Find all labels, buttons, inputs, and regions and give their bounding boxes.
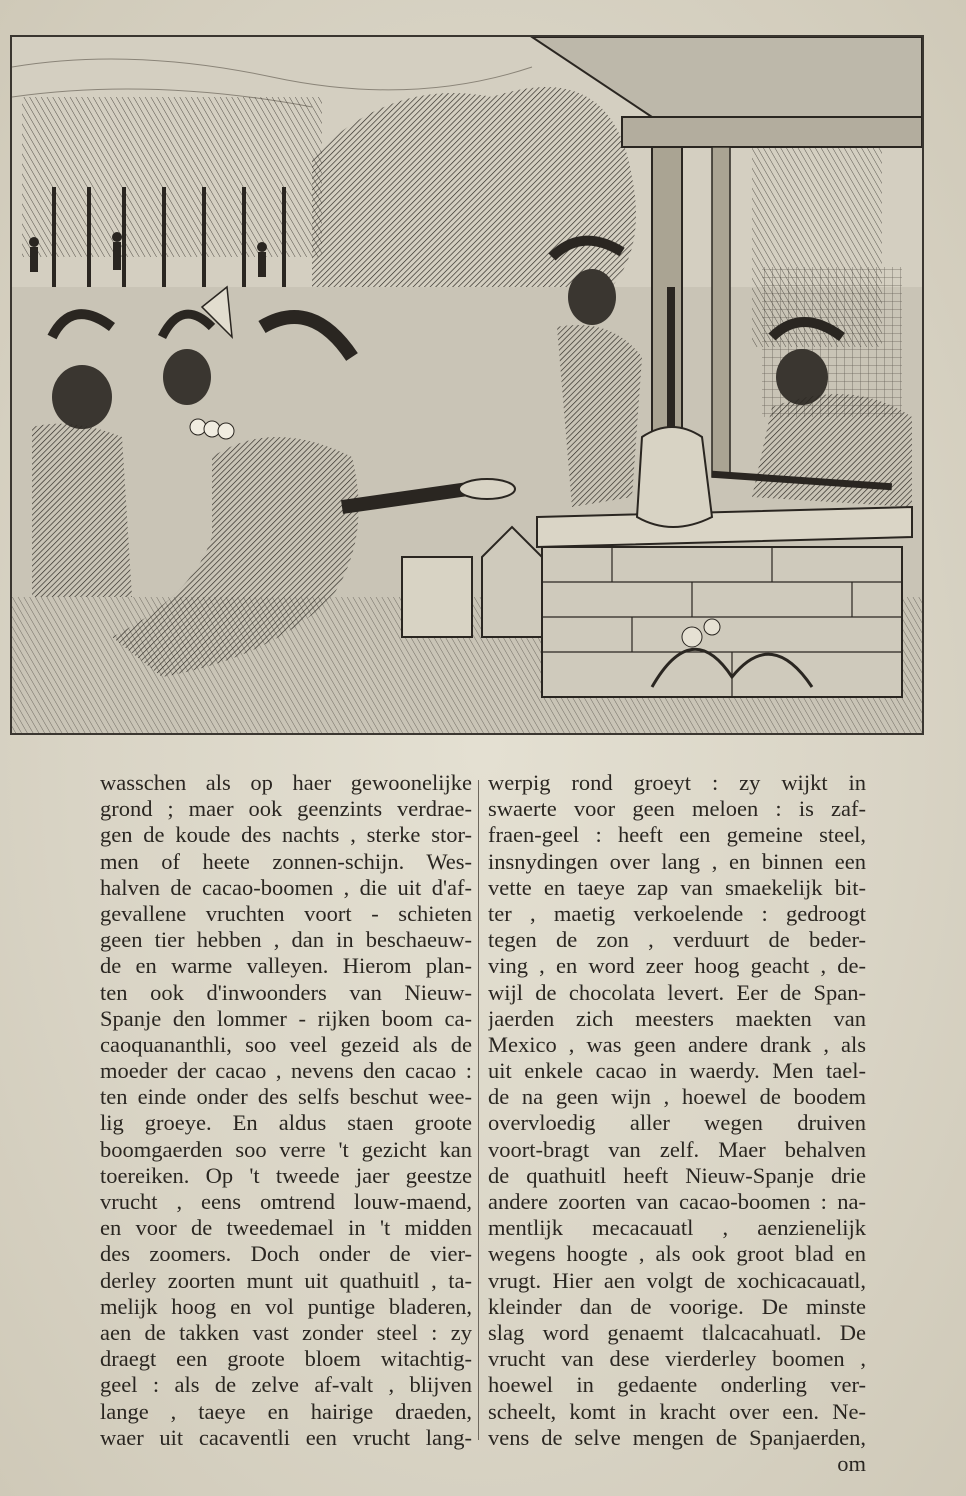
engraving-drawing (12, 37, 922, 733)
text-line: vette en taeye zap van smaekelijk bit- (488, 874, 866, 900)
text-line: Spanje den lommer - rijken boom ca- (100, 1005, 472, 1031)
text-line: tegen de zon , verduurt de beder- (488, 927, 866, 953)
text-line: andere zoorten van cacao-boomen : na- (488, 1189, 866, 1214)
text-line: jaerden zich meesters maekten van (488, 1005, 866, 1031)
text-line: grond ; maer ook geenzints verdrae- (100, 796, 472, 822)
text-line: ving , en word zeer hoog geacht , de- (488, 953, 866, 979)
text-line: aen de takken vast zonder steel : zy (100, 1319, 472, 1345)
text-line: men of heete zonnen-schijn. Wes- (100, 848, 472, 874)
text-line: slag word genaemt tlalcacahuatl. De (488, 1319, 866, 1345)
text-line: swaerte voor geen meloen : is zaf- (488, 796, 866, 822)
text-line: mentlijk mecacauatl , aenzienelijk (488, 1215, 866, 1241)
column-divider (478, 780, 479, 1440)
text-line: derley zoorten munt uit quathuitl , ta- (100, 1267, 472, 1293)
text-line: des zoomers. Doch onder de vier- (100, 1241, 472, 1267)
text-line: vrugt. Hier aen volgt de xochicacauatl, (488, 1267, 866, 1293)
text-line: vens de selve mengen de Spanjaerden, (488, 1424, 866, 1450)
text-line: uit enkele cacao in waerdy. Men tael- (488, 1058, 866, 1084)
text-line: insnydingen over lang , en binnen een (488, 848, 866, 874)
text-column-right (488, 770, 866, 1477)
text-line: geel : als de zelve af-valt , blijven (100, 1372, 472, 1398)
text-line: melijk hoog en vol puntige bladeren, (100, 1293, 472, 1319)
text-line: waer uit cacaventli een vrucht lang- (100, 1424, 472, 1450)
text-line: toereiken. Op 't tweede jaer geestze (100, 1162, 472, 1188)
text-line: gen de koude des nachts , sterke stor- (100, 822, 472, 848)
text-line: vrucht , eens omtrend louw-maend, (100, 1189, 472, 1214)
text-line: fraen-geel : heeft een gemeine steel, (488, 822, 866, 848)
text-line: draegt een groote bloem witachtig- (100, 1346, 472, 1372)
catchword: om (837, 1450, 866, 1476)
text-line: geen tier hebben , dan in beschaeuw- (100, 927, 472, 953)
text-line: kleinder dan de voorige. De minste (488, 1293, 866, 1319)
text-line: ten ook d'inwoonders van Nieuw- (100, 979, 472, 1005)
text-line: vrucht van dese vierderley boomen , (488, 1346, 866, 1372)
text-line: boomgaerden soo verre 't gezicht kan (100, 1136, 472, 1162)
text-line: de na geen wijn , hoewel de boodem (488, 1084, 866, 1110)
text-line: en voor de tweedemael in 't midden (100, 1215, 472, 1241)
text-line: caoquananthli, soo veel gezeid als de (100, 1031, 472, 1057)
text-line: halven de cacao-boomen , die uit d'af- (100, 874, 472, 900)
text-column-left (100, 770, 472, 1451)
text-line: moeder der cacao , nevens den cacao : (100, 1058, 472, 1084)
text-line: lig groeye. En aldus staen groote (100, 1110, 472, 1136)
text-line: de quathuitl heeft Nieuw-Spanje drie (488, 1162, 866, 1188)
text-line: scheelt, komt in kracht over een. Ne- (488, 1398, 866, 1424)
text-line: wegens hoogte , als ook groot blad en (488, 1241, 866, 1267)
text-line: voort-bragt van zelf. Maer behalven (488, 1136, 866, 1162)
text-line: werpig rond groeyt : zy wijkt in (488, 770, 866, 795)
text-line: gevallene vruchten voort - schieten (100, 900, 472, 926)
text-line: lange , taeye en hairige draeden, (100, 1398, 472, 1424)
text-line: de en warme valleyen. Hierom plan- (100, 953, 472, 979)
text-line: overvloedig aller wegen druiven (488, 1110, 866, 1136)
text-line: ter , maetig verkoelende : gedroogt (488, 900, 866, 926)
text-line: Mexico , was geen andere drank , als (488, 1031, 866, 1057)
text-line: hoewel in gedaente onderling ver- (488, 1372, 866, 1398)
text-line: wijl de chocolata levert. Eer de Span- (488, 979, 866, 1005)
engraving-illustration (10, 35, 924, 735)
text-line: ten einde onder des selfs beschut wee- (100, 1084, 472, 1110)
text-line: wasschen als op haer gewoonelijke (100, 770, 472, 795)
